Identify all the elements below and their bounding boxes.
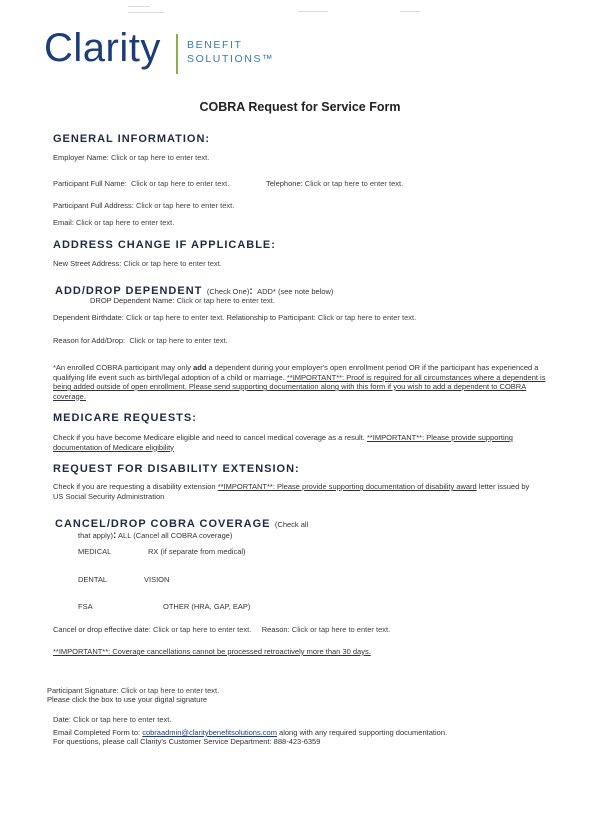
signature-row [47,686,219,695]
disability-heading: REQUEST FOR DISABILITY EXTENSION: [53,463,300,475]
add-option[interactable]: ADD* (see note below) [257,287,334,296]
all-option-row [78,530,232,541]
participant-label: Participant Full Name: [53,179,127,188]
email-prefix: Email Completed Form to: [53,728,143,737]
cancel-colon: : [113,530,117,541]
check-one-label: (Check One) [206,287,250,296]
other-option[interactable]: OTHER (HRA, GAP, EAP) [163,602,251,611]
telephone-row [266,179,403,188]
medical-option[interactable]: MEDICAL [78,547,112,556]
birthdate-input[interactable]: Click or tap here to enter text. [125,313,225,322]
relationship-input[interactable]: Click or tap here to enter text. [317,313,417,322]
medicare-text[interactable] [53,433,543,452]
vision-option[interactable]: VISION [144,575,170,584]
disability-statement: Check if you are requesting a disability extension [53,482,218,491]
medicare-heading: MEDICARE REQUESTS: [53,412,197,424]
address-label: Participant Full Address: [53,201,134,210]
cancel-heading: CANCEL/DROP COBRA COVERAGE [55,518,271,530]
cancel-reason-input[interactable]: Click or tap here to enter text. [291,625,391,634]
email-instruction [53,728,447,737]
effective-input[interactable]: Click or tap here to enter text. [152,625,252,634]
cancel-all-option[interactable]: ALL (Cancel all COBRA coverage) [118,531,233,540]
relationship-label: Relationship to Participant: [226,313,316,322]
street-row [53,259,222,268]
employer-input[interactable]: Click or tap here to enter text. [110,153,210,162]
rx-option[interactable]: RX (if separate from medical) [148,547,246,556]
email-suffix: along with any required supporting documentation. [276,728,448,737]
signature-input[interactable]: Click or tap here to enter text. [120,686,220,695]
note-important: **IMPORTANT**: Proof is required for all circumstances where a dependent is being added outside of open enrollment. Please send supporting documentation along with this form if you wish to add a dependent to COBRA coverage. [53,372,546,401]
general-heading: GENERAL INFORMATION: [53,133,211,145]
logo-wordmark: Clarity [44,26,161,70]
add-drop-colon: : [249,286,253,297]
medicare-statement: Check if you have become Medicare eligible and need to cancel medical coverage as a result. [53,433,367,442]
birthdate-label: Dependent Birthdate: [53,313,124,322]
reason-row [53,336,228,345]
check-all-label: (Check all [274,520,309,529]
address-row [53,201,234,210]
add-drop-heading: ADD/DROP DEPENDENT [55,285,203,297]
birthdate-row [53,313,416,322]
email-label: Email: [53,218,74,227]
email-row [53,218,174,227]
reason-input[interactable]: Click or tap here to enter text. [129,336,228,345]
date-input[interactable]: Click or tap here to enter text. [73,715,172,724]
dental-option[interactable]: DENTAL [78,575,108,584]
note-bold: add [193,363,207,372]
disability-important: **IMPORTANT**: Please provide supporting documentation of disability award [217,482,477,491]
disability-statement-2: letter issued by US Social Security Administration [53,482,530,501]
dependent-note [53,363,553,401]
date-row [53,715,171,724]
reason-label: Reason for Add/Drop: [53,336,126,345]
cancel-important: **IMPORTANT**: Coverage cancellations cannot be processed retroactively more than 30 days. [53,647,371,656]
street-label: New Street Address: [53,259,122,268]
signature-label: Participant Signature: [47,686,119,695]
logo [44,26,161,71]
note-text-2: a dependent during your employer's open enrollment period OR if the participant has experienced a qualifying life event such as birth/legal adoption of a child or marriage. [53,363,539,382]
employer-row [53,153,209,162]
telephone-input[interactable]: Click or tap here to enter text. [304,179,404,188]
logo-divider [176,34,178,74]
drop-name-input[interactable]: Click or tap here to enter text. [176,296,275,305]
effective-label: Cancel or drop effective date: [53,625,151,634]
fsa-option[interactable]: FSA [78,602,93,611]
disability-text[interactable] [53,482,533,501]
logo-sub-benefit: BENEFIT [187,39,243,51]
note-text-1: *An enrolled COBRA participant may only [53,363,194,372]
that-apply-label: that apply) [78,531,114,540]
form-title: COBRA Request for Service Form [199,100,401,114]
address-input[interactable]: Click or tap here to enter text. [135,201,235,210]
logo-sub-solutions: SOLUTIONS™ [187,53,275,65]
address-change-heading: ADDRESS CHANGE IF APPLICABLE: [53,239,276,251]
employer-label: Employer Name: [53,153,109,162]
medicare-important: **IMPORTANT**: Please provide supporting documentation of Medicare eligibility [53,433,513,452]
cancel-reason-label: Reason: [261,625,290,634]
street-input[interactable]: Click or tap here to enter text. [123,259,222,268]
participant-row [53,179,229,188]
email-input[interactable]: Click or tap here to enter text. [75,218,175,227]
signature-box-instruction[interactable]: Please click the box to use your digital signature [47,695,208,704]
telephone-label: Telephone: [266,179,303,188]
participant-input[interactable]: Click or tap here to enter text. [130,179,230,188]
effective-row [53,625,390,634]
questions-text: For questions, please call Clarity's Customer Service Department: 888-423-6359 [53,737,321,746]
email-link[interactable]: cobraadmin@claritybenefitsolutions.com [142,728,277,737]
drop-label[interactable]: DROP Dependent Name: [90,296,175,305]
date-label: Date: [53,715,71,724]
drop-row [90,296,275,305]
